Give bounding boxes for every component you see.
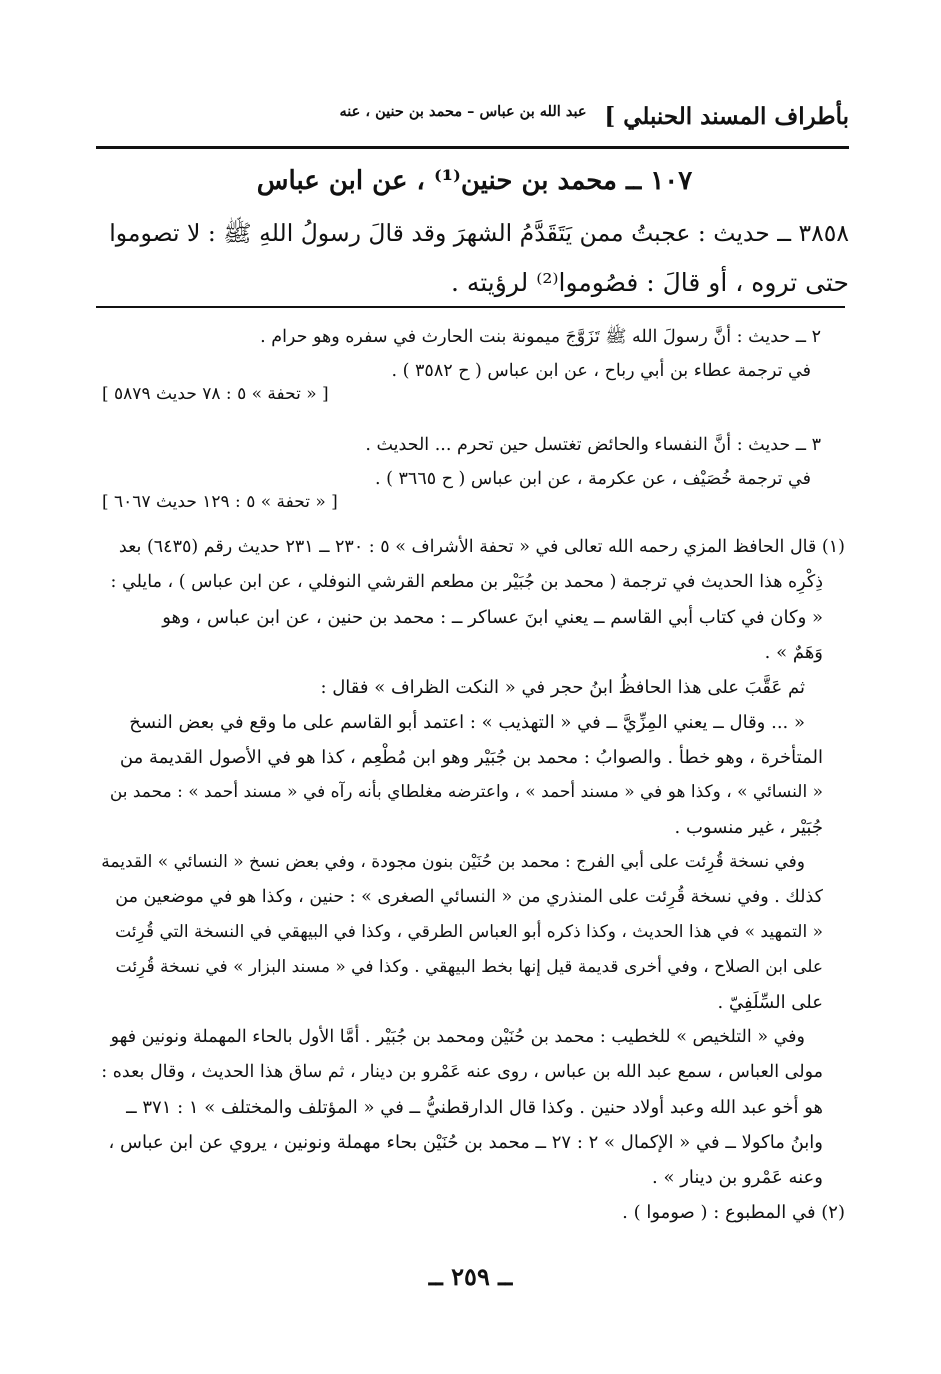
related-item-3 bbox=[96, 428, 821, 496]
footnote-line: « النسائي » ، وكذا هو في « مسند أحمد » ، واعترضه مغلطاي بأنه رآه في « مسند أحمد » : محمد بن bbox=[109, 782, 823, 802]
book-title: بأطراف المسند الحنبلي ] bbox=[604, 103, 849, 130]
related-item-3-reference: [ « تحفة » ٥ : ١٢٩ حديث ٦٠٦٧ ] bbox=[102, 492, 338, 512]
section-title: ١٠٧ ــ محمد بن حنين⁽¹⁾ ، عن ابن عباس bbox=[256, 166, 693, 196]
related-item-3-source: في ترجمة خُصَيْف ، عن عكرمة ، عن ابن عباس ( ح ٣٦٦٥ ) . bbox=[375, 469, 811, 489]
footnote-line: « وكان في كتاب أبي القاسم ــ يعني ابنَ عساكر ــ : محمد بن حنين ، عن ابن عباس ، وهو bbox=[162, 607, 823, 628]
footnote-line: « التمهيد » في هذا الحديث ، وكذا ذكره أبو العباس الطرقي ، وكذا في البيهقي في النسخة التي قُرِئت bbox=[115, 922, 823, 942]
related-item-2-text: ٢ ــ حديث : أنَّ رسولَ الله ﷺ تَزَوَّجَ ميمونة بنت الحارث في سفره وهو حرام . bbox=[260, 327, 821, 347]
footnote-line: على ابن الصلاح ، وفي أخرى قديمة قيل إنها بخط البيهقي . وكذا في « مسند البزار » في نسخة قُرِئت bbox=[115, 957, 823, 977]
footnote-line: على السِّلَفِيّ . bbox=[717, 992, 823, 1013]
footnote-line: « ... وقال ــ يعني المِزِّيَّ ــ في « التهذيب » : اعتمد أبو القاسم على ما وقع في بعض النسخ bbox=[129, 712, 805, 733]
header-rule bbox=[96, 146, 849, 149]
related-item-2-source: في ترجمة عطاء بن أبي رباح ، عن ابن عباس ( ح ٣٥٨٢ ) . bbox=[391, 361, 811, 381]
related-item-2 bbox=[96, 320, 821, 388]
footnote-line: وَهَمٌ » . bbox=[764, 642, 823, 663]
footnote-line: (١) قال الحافظ المزي رحمه الله تعالى في « تحفة الأشراف » ٥ : ٢٣٠ ــ ٢٣١ حديث رقم (٦٤٣٥) بعد bbox=[118, 537, 845, 557]
main-hadith bbox=[98, 208, 849, 308]
footnote-line: ذِكْرِه هذا الحديث في ترجمة ( محمد بن جُبَيْر بن مطعم القرشي النوفلي ، عن ابن عباس ) ، مايلي : bbox=[110, 572, 823, 592]
footnote-line: المتأخرة ، وهو خطأ . والصوابُ : محمد بن جُبَيْر وهو ابن مُطْعِم ، كذا هو في الأصول القديمة من bbox=[119, 747, 823, 768]
section-name: عبد الله بن عباس – محمد بن حنين ، عنه bbox=[339, 103, 587, 120]
page-number: ــ ٢٥٩ ــ bbox=[428, 1262, 513, 1291]
footnote-line: (٢) في المطبوع : ( صوموا ) . bbox=[622, 1202, 845, 1223]
footnote-line: وفي نسخة قُرِئت على أبي الفرج : محمد بن حُنَيْن بنون مجودة ، وفي بعض نسخ « النسائي » القديمة bbox=[101, 852, 805, 872]
footnote-line: جُبَيْر ، غير منسوب . bbox=[674, 817, 823, 838]
footnote-line: مولى العباس ، سمع عبد الله بن عباس ، روى عنه عَمْرو بن دينار ، ثم ساق هذا الحديث ، وقال بعده : bbox=[101, 1062, 823, 1082]
footnote-line: كذلك . وفي نسخة قُرِئت على المنذري من « النسائي الصغرى » : حنين ، وكذا هو في موضعين من bbox=[115, 887, 823, 907]
footnotes bbox=[100, 530, 845, 1230]
text-footnote-divider bbox=[96, 306, 845, 308]
hadith-line-2: حتى تروه ، أو قالَ : فصُوموا⁽²⁾ لرؤيته . bbox=[450, 268, 849, 297]
footnote-line: وعنه عَمْرو بن دينار » . bbox=[652, 1167, 823, 1188]
footnote-line: هو أخو عبد الله وعبد أولاد حنين . وكذا قال الدارقطنيُّ ــ في « المؤتلف والمختلف » ١ : ٣٧١ ــ bbox=[126, 1097, 823, 1118]
hadith-line-1: ٣٨٥٨ ــ حديث : عجبتُ ممن يَتَقَدَّمُ الشهرَ وقد قالَ رسولُ اللهِ ﷺ : لا تصوموا bbox=[109, 219, 849, 247]
running-header bbox=[100, 103, 849, 139]
footnote-line: ثم عَقَّبَ على هذا الحافظُ ابنُ حجر في « النكت الظراف » فقال : bbox=[320, 677, 805, 698]
related-item-3-text: ٣ ــ حديث : أنَّ النفساء والحائض تغتسل حين تحرم ... الحديث . bbox=[365, 435, 821, 455]
footnote-line: وفي « التلخيص » للخطيب : محمد بن حُنَيْن ومحمد بن جُبَيْر . أمَّا الأول بالحاء المهملة ونونين فهو bbox=[110, 1027, 805, 1047]
footnote-line: وابنُ ماكولا ــ في « الإكمال » ٢ : ٢٧ ــ محمد بن حُنَيْن بحاء مهملة ونونين ، يروي عن ابن عباس ، bbox=[108, 1132, 823, 1153]
related-item-2-reference: [ « تحفة » ٥ : ٧٨ حديث ٥٨٧٩ ] bbox=[102, 384, 329, 404]
